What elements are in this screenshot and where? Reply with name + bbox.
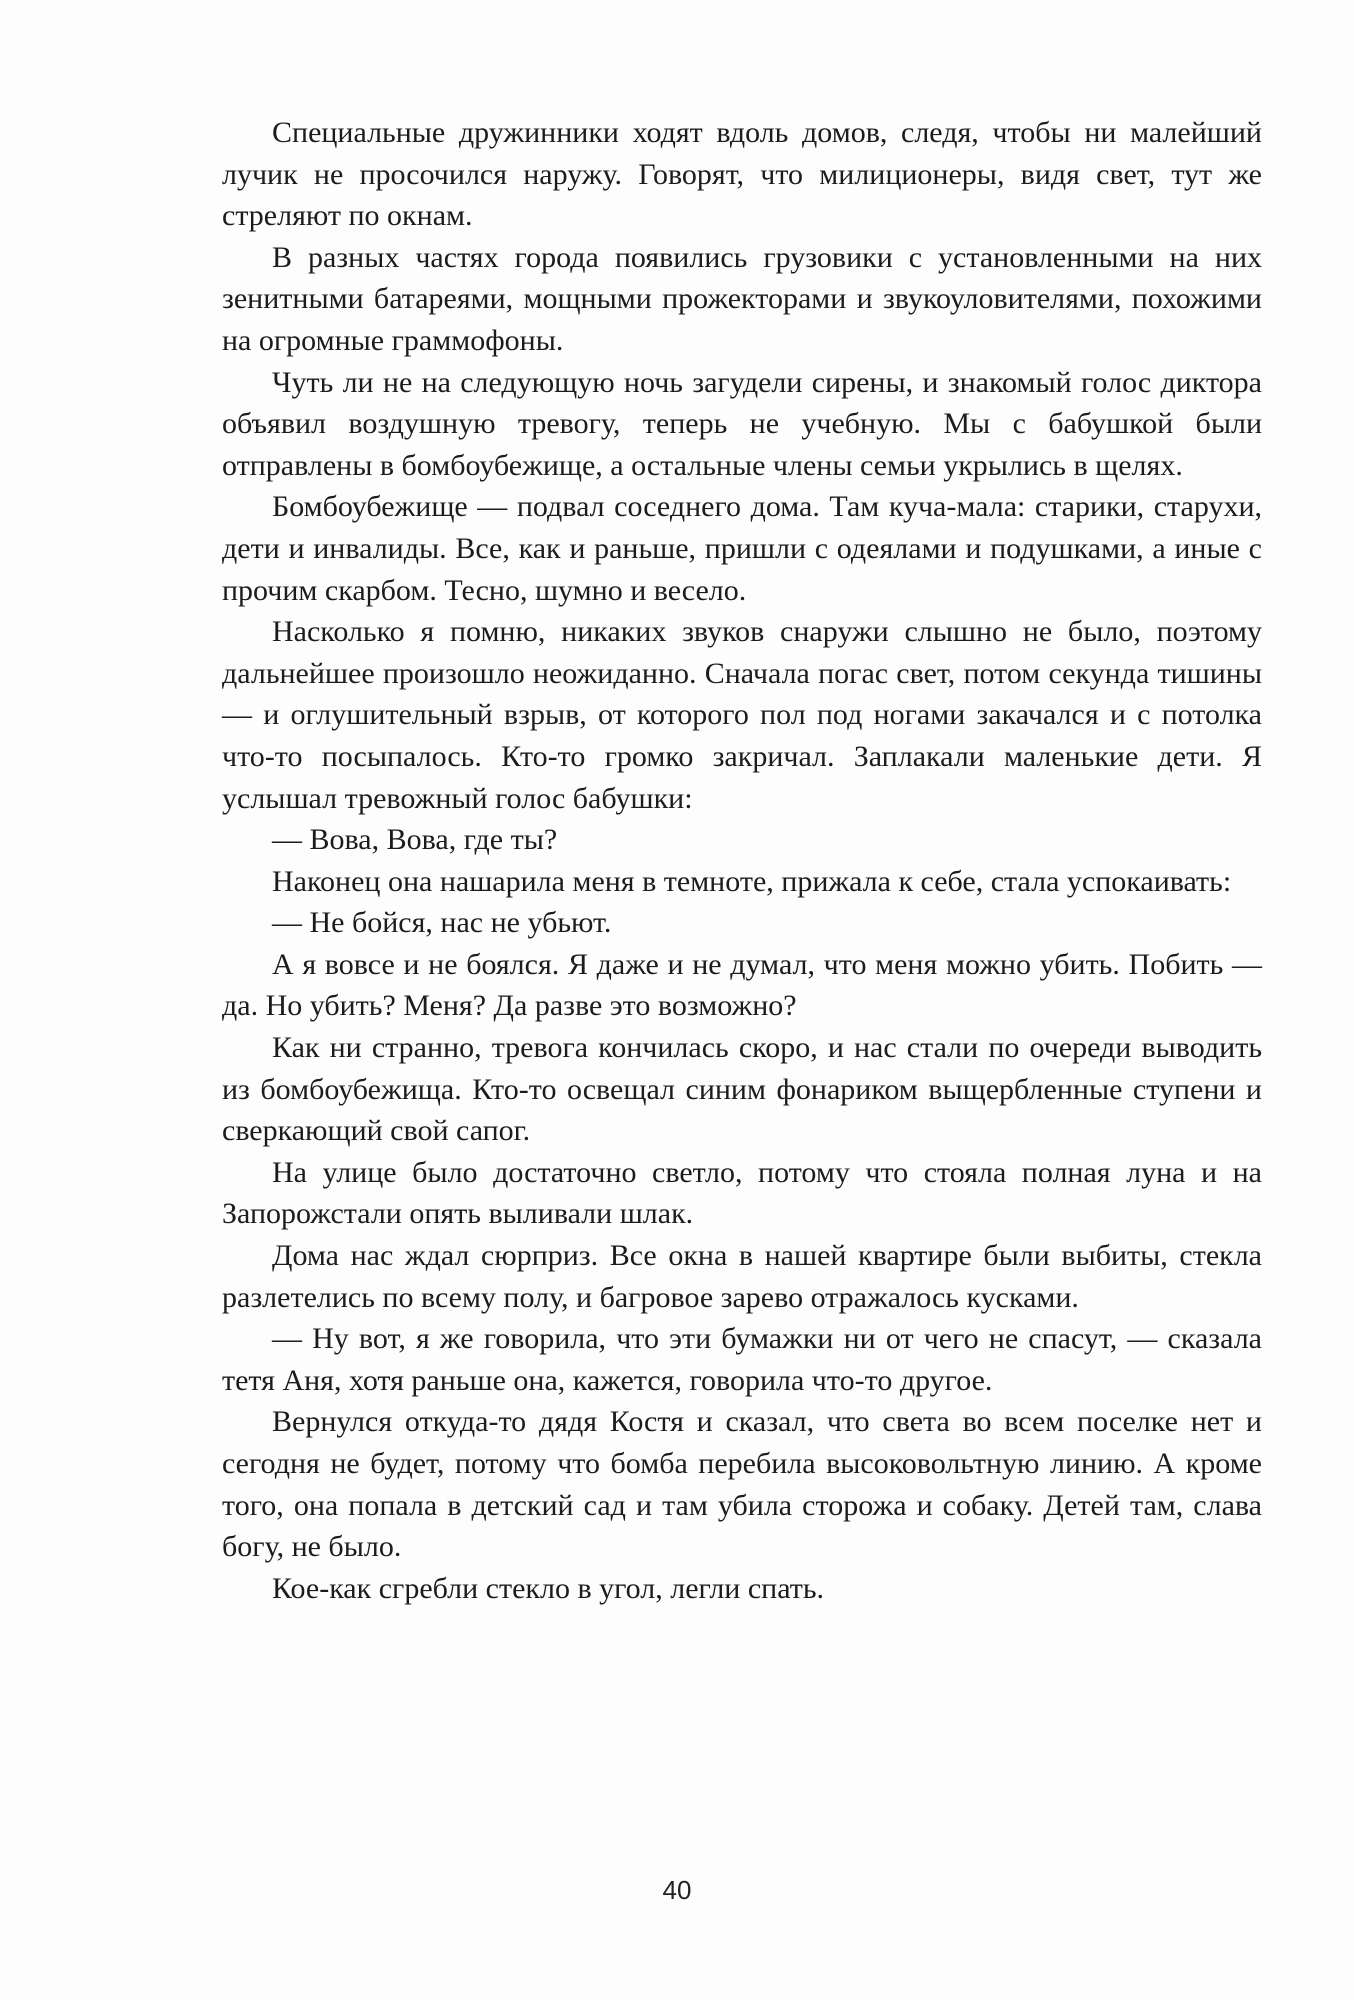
dialogue-line: — Не бойся, нас не убьют. bbox=[272, 906, 612, 940]
paragraph: Насколько я помню, никаких звуков снаружи слышно не было, поэтому дальнейшее произошло неожиданно. Сначала погас свет, потом секунда тишины — и оглушительный взрыв, от которого пол под ногами закачался и с потолка что-то посыпалось. Кто-то громко закричал. Заплакали маленькие дети. Я услышал тревожный голос бабушки: bbox=[222, 615, 1262, 815]
paragraph: Наконец она нашарила меня в темноте, прижала к себе, стала успокаивать: bbox=[272, 864, 1232, 898]
page-number: 40 bbox=[662, 1875, 692, 1905]
dialogue-line: — Ну вот, я же говорила, что эти бумажки ни от чего не спасут, — сказала тетя Аня, хотя раньше она, кажется, говорила что-то другое. bbox=[222, 1322, 1262, 1397]
paragraph: Бомбоубежище — подвал соседнего дома. Там куча-мала: старики, старухи, дети и инвалиды. Все, как и раньше, пришли с одеялами и подушками, а иные с прочим скарбом. Тесно, шумно и весело. bbox=[222, 490, 1262, 607]
paragraph: Специальные дружинники ходят вдоль домов, следя, чтобы ни малейший лучик не просочился наружу. Говорят, что милиционеры, видя свет, тут же стреляют по окнам. bbox=[222, 116, 1262, 233]
paragraph: Чуть ли не на следующую ночь загудели сирены, и знакомый голос диктора объявил воздушную тревогу, теперь не учебную. Мы с бабушкой были отправлены в бомбоубежище, а остальные члены семьи укрылись в щелях. bbox=[222, 365, 1262, 482]
body-text bbox=[222, 112, 1262, 1609]
paragraph: Как ни странно, тревога кончилась скоро, и нас стали по очереди выводить из бомбоубежища. Кто-то освещал синим фонариком выщербленные ступени и сверкающий свой сапог. bbox=[222, 1031, 1262, 1148]
paragraph: В разных частях города появились грузовики с установленными на них зенитными батареями, мощными прожекторами и звукоуловителями, похожими на огромные граммофоны. bbox=[222, 240, 1262, 357]
paragraph: Вернулся откуда-то дядя Костя и сказал, что света во всем поселке нет и сегодня не будет, потому что бомба перебила высоковольтную линию. А кроме того, она попала в детский сад и там убила сторожа и собаку. Детей там, слава богу, не было. bbox=[222, 1405, 1262, 1564]
dialogue-line: — Вова, Вова, где ты? bbox=[272, 823, 558, 857]
paragraph: Кое-как сгребли стекло в угол, легли спать. bbox=[272, 1571, 825, 1605]
paragraph: На улице было достаточно светло, потому что стояла полная луна и на Запорожстали опять выливали шлак. bbox=[222, 1155, 1262, 1231]
paragraph: Дома нас ждал сюрприз. Все окна в нашей квартире были выбиты, стекла разлетелись по всему полу, и багровое зарево отражалось кусками. bbox=[222, 1239, 1262, 1314]
paragraph: А я вовсе и не боялся. Я даже и не думал, что меня можно убить. Побить — да. Но убить? Меня? Да разве это возможно? bbox=[222, 947, 1262, 1023]
